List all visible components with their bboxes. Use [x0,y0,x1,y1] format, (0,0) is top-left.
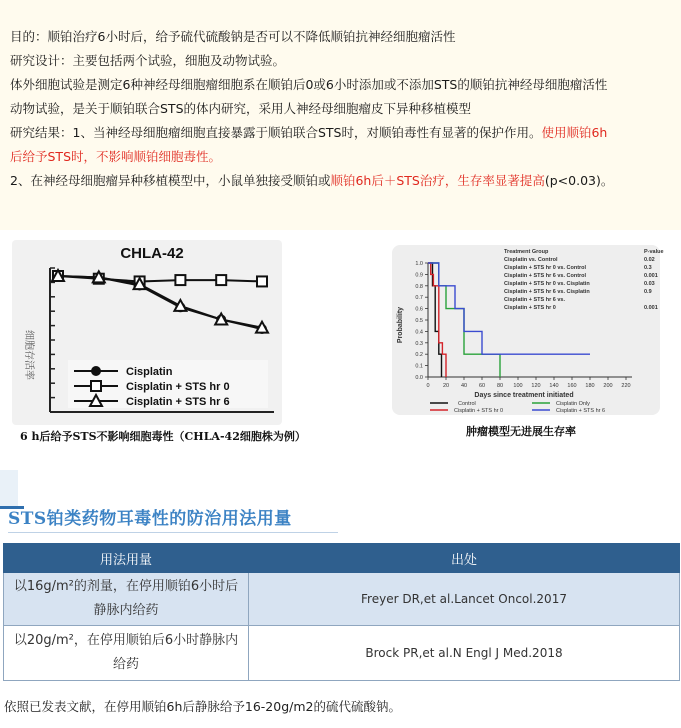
left-chart-title: CHLA-42 [120,245,184,262]
table-row [4,573,680,626]
result-2-text [10,172,613,190]
result-1-text [10,124,607,142]
dosage-cell: 以20g/m²，在停用顺铂后6小时静脉内给药 [4,626,249,681]
pvalue-row-value: 0.3 [644,265,652,271]
right-y-tick-label: 0.2 [415,352,423,359]
pvalue-row-label: Cisplatin + STS hr 6 vs. [504,297,565,303]
right-y-tick-label: 0.4 [415,329,423,336]
legend-label-control: Control [458,401,476,407]
right-x-tick-label: 80 [496,383,504,389]
legend-label-sts0: Cisplatin + STS hr 0 [126,381,230,393]
figure-area [0,230,681,470]
result-2-pvalue: (p<0.03)。 [544,173,614,188]
heading-accent [0,470,18,506]
right-x-tick-label: 160 [567,383,577,389]
right-x-tick-label: 200 [603,383,613,389]
pvalue-row-label: Cisplatin + STS hr 0 vs. Cisplatin [504,281,590,287]
section-heading [0,470,681,538]
left-point-s1-3 [175,275,185,285]
legend-label-r-sts6: Cisplatin + STS hr 6 [556,408,606,414]
right-x-tick-label: 20 [442,383,450,389]
pvalue-row-value: 0.001 [644,273,658,279]
left-point-s1-4 [216,275,226,285]
result-1-a: 研究结果：1、当神经母细胞瘤细胞直接暴露于顺铂联合STS时，对顺铂毒性有显著的保护作用。 [10,125,542,140]
right-chart-caption: 肿瘤模型无进展生存率 [466,425,576,438]
right-y-tick-label: 0.1 [415,363,423,370]
left-legend [68,360,268,408]
right-x-tick-label: 120 [531,383,541,389]
right-chart-ylabel: Probability [397,306,404,344]
pvalue-row-value: 0.001 [644,305,658,311]
dosage-cell: 以16g/m²的剂量，在停用顺铂6小时后静脉内给药 [4,573,249,626]
right-y-tick-label: 0.0 [415,375,423,381]
right-x-tick-label: 60 [478,383,486,389]
right-x-tick-label: 0 [426,383,430,389]
right-x-tick-label: 220 [621,383,631,389]
right-chart-xlabel: Days since treatment initiated [474,392,574,399]
pvalue-row-label: Cisplatin + STS hr 6 vs. Control [504,273,587,279]
right-y-tick-label: 0.9 [415,272,423,279]
right-x-tick-label: 140 [549,383,559,389]
pvalue-row-label: Cisplatin + STS hr 6 vs. Cisplatin [504,289,590,295]
result-1-continued: 后给予STS时，不影响顺铂细胞毒性。 [10,149,222,164]
source-cell: Brock PR,et al.N Engl J Med.2018 [249,626,680,681]
heading-bar [0,506,24,509]
animal-text: 动物试验，是关于顺铂联合STS的体内研究，采用人神经母细胞瘤皮下异种移植模型 [10,101,472,116]
source-cell: Freyer DR,et al.Lancet Oncol.2017 [249,573,680,626]
left-chart-caption: 6 h后给予STS不影响细胞毒性（CHLA-42细胞株为例） [20,430,306,443]
purpose-text: 目的：顺铂治疗6小时后，给予硫代硫酸钠是否可以不降低顺铂抗神经细胞瘤活性 [10,29,456,44]
legend-label-sts6: Cisplatin + STS hr 6 [126,396,230,408]
pvalue-header-p: P-value [644,249,664,255]
header-dosage: 用法用量 [4,544,249,573]
pvalue-row-label: Cisplatin + STS hr 0 vs. Control [504,265,587,271]
legend-label-cisplatin: Cisplatin [126,366,173,378]
study-summary-panel [0,0,681,230]
cell-viability-chart [12,240,282,425]
pvalue-row-value: 0.9 [644,289,652,295]
result-2-highlight: 顺铂6h后＋STS治疗，生存率显著提高 [330,173,545,188]
header-source: 出处 [249,544,680,573]
pvalue-row-value: 0.02 [644,257,655,263]
right-y-tick-label: 0.3 [415,340,423,347]
right-y-tick-label: 0.7 [415,295,423,302]
pvalue-row-value: 0.03 [644,281,655,287]
pvalue-row-label: Cisplatin + STS hr 0 [504,305,556,311]
right-x-tick-label: 40 [460,383,468,389]
result-2-a: 2、在神经母细胞瘤异种移植模型中，小鼠单独接受顺铂或 [10,173,331,188]
legend-label-r-sts0: Cisplatin + STS hr 0 [454,408,504,414]
result-1-highlight: 使用顺铂6h [541,125,608,140]
design-text: 研究设计：主要包括两个试验，细胞及动物试验。 [10,53,286,68]
right-y-tick-label: 0.6 [415,306,423,313]
right-x-tick-label: 100 [513,383,523,389]
legend-label-cisplatin-only: Cisplatin Only [556,401,590,407]
right-x-tick-label: 180 [585,383,595,389]
survival-chart [392,245,664,415]
section-title: STS铂类药物耳毒性的防治用法用量 [8,509,292,529]
legend-marker-cisplatin [91,366,101,376]
pvalue-row-label: Cisplatin vs. Control [504,257,558,263]
in-vitro-text: 体外细胞试验是测定6种神经母细胞瘤细胞系在顺铂后0或6小时添加或不添加STS的顺铂抗神经母细胞瘤活性 [10,77,608,92]
heading-rule [8,532,338,533]
right-y-tick-label: 0.5 [415,318,423,324]
left-point-s1-5 [257,276,267,286]
pvalue-header-group: Treatment Group [504,249,549,255]
conclusion-text: 依照已发表文献，在停用顺铂6h后静脉给予16-20g/m2的硫代硫酸钠。 [4,699,401,714]
right-y-tick-label: 0.8 [415,283,423,290]
left-chart-ylabel: 细胞存活率 [23,330,34,380]
table-row [4,626,680,681]
dosage-table [3,543,680,681]
table-header-row [4,544,680,573]
right-y-tick-label: 1.0 [415,261,423,267]
legend-marker-sts0 [91,381,101,391]
